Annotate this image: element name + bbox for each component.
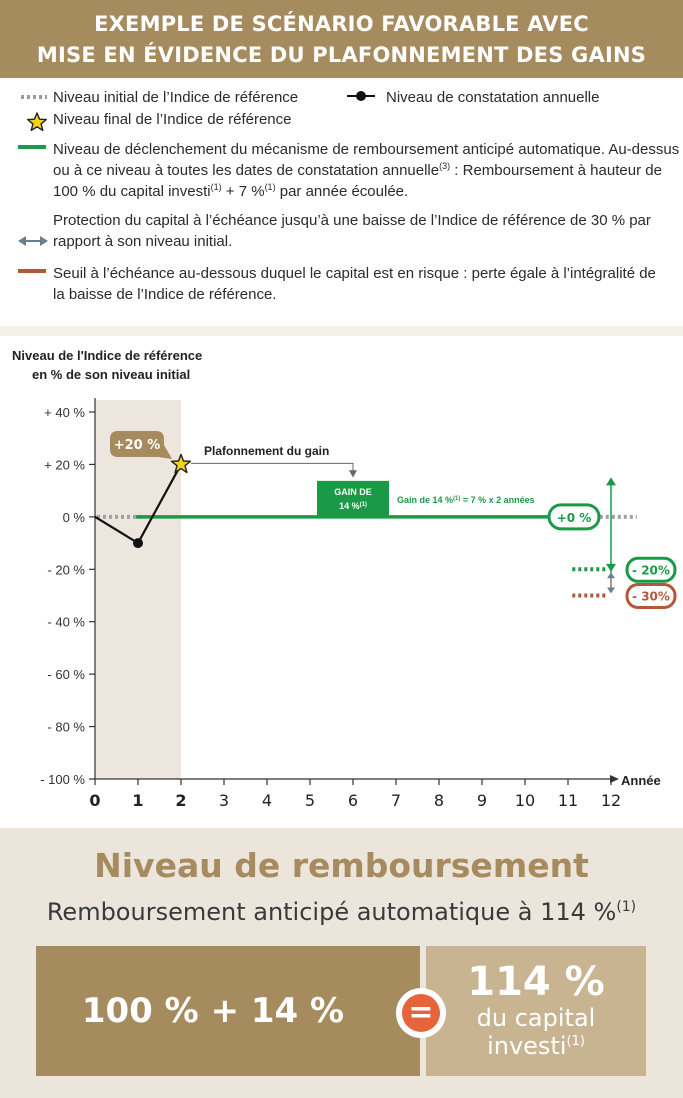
dotted-grey-line-icon xyxy=(20,94,48,100)
repayment-subtitle: Remboursement anticipé automatique à 114 %$^{(1)}$ xyxy=(46,898,637,926)
y-tick-label: + 20 % xyxy=(44,457,85,473)
y-axis-title-line2: en % de son niveau initial xyxy=(32,367,191,382)
minus30-badge-text: - 30% xyxy=(632,589,670,604)
y-ticks xyxy=(40,405,95,787)
separator xyxy=(0,326,683,336)
cap-label: Plafonnement du gain xyxy=(204,443,330,458)
legend-trigger-line2: ou à ce niveau à toutes les dates de constatation annuelle$^{(3)}$ : Remboursement à hauteur de xyxy=(53,161,662,179)
x-tick-label: 3 xyxy=(218,791,230,810)
y-tick-label: + 40 % xyxy=(44,405,85,420)
cap-arrow xyxy=(349,470,357,477)
repayment-result-line1: du capital xyxy=(476,1004,596,1032)
y-tick-label: - 60 % xyxy=(47,667,85,683)
x-tick-label: 5 xyxy=(304,791,316,810)
annual-observation-point xyxy=(133,538,143,548)
x-tick-label: 11 xyxy=(557,791,579,810)
final-level-callout-text: +20 % xyxy=(113,438,161,453)
y-tick-label: - 20 % xyxy=(47,562,85,578)
legend-initial-level: Niveau initial de l’Indice de référence xyxy=(53,89,299,106)
minus20-badge-text: - 20% xyxy=(632,563,670,578)
brown-line-icon xyxy=(18,268,48,274)
dot-line-icon xyxy=(346,90,376,102)
x-axis-arrow xyxy=(610,775,619,783)
legend-protection-line2: rapport à son niveau initial. xyxy=(53,233,233,250)
y-tick-label: - 40 % xyxy=(47,614,85,630)
y-tick-label: - 100 % xyxy=(40,772,85,787)
x-tick-label: 1 xyxy=(132,791,144,810)
x-tick-label: 6 xyxy=(347,791,359,810)
legend-annual-observation: Niveau de constatation annuelle xyxy=(386,89,600,106)
header-title-line2: MISE EN ÉVIDENCE DU PLAFONNEMENT DES GAINS xyxy=(36,43,647,67)
equal-sign-icon xyxy=(396,988,446,1038)
protection-arrow-green-head xyxy=(606,477,616,485)
page-header xyxy=(0,0,683,78)
repayment-formula: 100 % + 14 % xyxy=(36,946,420,1076)
protection-arrow-grey xyxy=(607,572,615,593)
legend-threshold-line1: Seuil à l’échéance au-dessous duquel le capital est en risque : perte égale à l’intégralité de xyxy=(53,265,656,282)
zero-badge-text: +0 % xyxy=(556,510,592,525)
y-tick-label: 0 % xyxy=(62,509,85,525)
repayment-result xyxy=(426,946,646,1076)
y-axis-title-line1: Niveau de l'Indice de référence xyxy=(12,348,203,363)
protection-arrow-grey-tail xyxy=(607,588,615,594)
gain-box-line1: GAIN DE xyxy=(334,486,372,497)
x-tick-label: 12 xyxy=(600,791,622,810)
protection-arrow-green xyxy=(606,477,616,573)
x-tick-label: 4 xyxy=(261,791,273,810)
header-title-line1: EXEMPLE DE SCÉNARIO FAVORABLE AVEC xyxy=(94,12,589,36)
legend-protection-line1: Protection du capital à l’échéance jusqu’à une baisse de l’Indice de référence de 30 % par xyxy=(53,212,651,229)
y-tick-label: - 80 % xyxy=(47,719,85,735)
x-tick-label: 8 xyxy=(433,791,445,810)
chart xyxy=(0,336,683,828)
legend-final-level: Niveau final de l’Indice de référence xyxy=(53,111,292,128)
x-tick-label: 0 xyxy=(89,791,101,810)
gain-note: Gain de 14 %$^{(1)}$ = 7 % x 2 années xyxy=(397,494,535,505)
repayment-title: Niveau de remboursement xyxy=(94,846,589,885)
cap-bracket xyxy=(191,463,353,472)
repayment-section xyxy=(0,828,683,1098)
legend-trigger-line3: 100 % du capital investi$^{(1)}$ + 7 %$^{(1)}$ par année écoulée. xyxy=(53,182,409,200)
x-tick-label: 10 xyxy=(514,791,536,810)
x-tick-label: 9 xyxy=(476,791,488,810)
legend-trigger-line1: Niveau de déclenchement du mécanisme de remboursement anticipé automatique. Au-dessus xyxy=(53,141,680,158)
legend-threshold-line2: la baisse de l’Indice de référence. xyxy=(53,286,277,303)
legend xyxy=(0,78,683,326)
double-arrow-icon xyxy=(18,235,48,247)
gain-box-line2: 14 %$^{(1)}$ xyxy=(339,500,367,511)
star-icon xyxy=(27,112,47,132)
equal-sign: = xyxy=(402,994,440,1032)
repayment-result-line2: investi$^{(1)}$ xyxy=(487,1032,585,1060)
chart-svg xyxy=(0,336,683,828)
protection-arrow-green-tail xyxy=(606,564,616,572)
green-line-icon xyxy=(18,144,48,150)
x-ticks xyxy=(89,779,621,810)
x-axis-label: Année xyxy=(621,773,661,788)
repayment-result-value: 114 % xyxy=(467,959,605,1005)
x-tick-label: 2 xyxy=(175,791,187,810)
protection-arrow-grey-head xyxy=(607,572,615,578)
x-tick-label: 7 xyxy=(390,791,402,810)
